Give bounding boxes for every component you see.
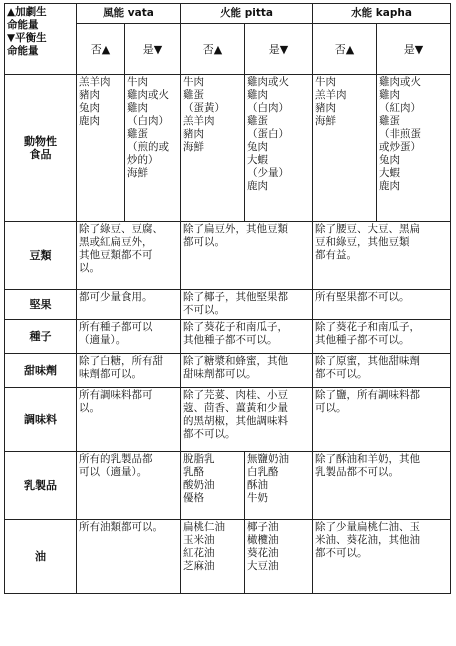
sub-vata-no: 否▲: [77, 24, 125, 75]
nuts-kapha: 所有堅果都不可以。: [313, 290, 451, 320]
animal-kapha-yes: 雞肉或火 雞肉 （紅肉） 雞蛋 （非煎蛋 或炒蛋） 兔肉 大蝦 鹿肉: [377, 75, 451, 222]
dosha-food-table: [4, 3, 451, 594]
spices-pitta: 除了芫荽、肉桂、小豆 蔻、茴香、薑黃和少量 的黑胡椒，其他調味料 都不可以。: [181, 388, 313, 452]
sweeteners-vata: 除了白糖，所有甜 味劑都可以。: [77, 354, 181, 388]
oil-pitta-a: 扁桃仁油 玉米油 紅花油 芝麻油: [181, 520, 245, 594]
dairy-pitta-a: 脫脂乳 乳酪 酸奶油 優格: [181, 452, 245, 520]
category-nuts: 堅果: [5, 290, 77, 320]
seeds-kapha: 除了葵花子和南瓜子， 其他種子都不可以。: [313, 320, 451, 354]
seeds-vata: 所有種子都可以 （適量）。: [77, 320, 181, 354]
spices-vata: 所有調味料都可 以。: [77, 388, 181, 452]
category-oil: 油: [5, 520, 77, 594]
category-animal: 動物性 食品: [5, 75, 77, 222]
beans-vata: 除了綠豆、豆腐、 黑或紅扁豆外， 其他豆類都不可 以。: [77, 222, 181, 290]
header-kapha: 水能 kapha: [313, 4, 451, 24]
seeds-pitta: 除了葵花子和南瓜子， 其他種子都不可以。: [181, 320, 313, 354]
beans-pitta: 除了扁豆外，其他豆類 都可以。: [181, 222, 313, 290]
animal-pitta-no: 牛肉 雞蛋 （蛋黃） 羔羊肉 豬肉 海鮮: [181, 75, 245, 222]
animal-vata-yes: 牛肉 雞肉或火 雞肉 （白肉） 雞蛋 （煎的或 炒的） 海鮮: [125, 75, 181, 222]
nuts-pitta: 除了椰子，其他堅果都 不可以。: [181, 290, 313, 320]
oil-vata: 所有油類都可以。: [77, 520, 181, 594]
header-pitta: 火能 pitta: [181, 4, 313, 24]
animal-pitta-yes: 雞肉或火 雞肉 （白肉） 雞蛋 （蛋白） 兔肉 大蝦 （少量） 鹿肉: [245, 75, 313, 222]
category-dairy: 乳製品: [5, 452, 77, 520]
header-vata: 風能 vata: [77, 4, 181, 24]
sub-vata-yes: 是▼: [125, 24, 181, 75]
dairy-pitta-b: 無鹽奶油 白乳酪 酥油 牛奶: [245, 452, 313, 520]
category-seeds: 種子: [5, 320, 77, 354]
sub-pitta-no: 否▲: [181, 24, 245, 75]
sub-kapha-yes: 是▼: [377, 24, 451, 75]
category-beans: 豆類: [5, 222, 77, 290]
beans-kapha: 除了腰豆、大豆、黑扁 豆和綠豆，其他豆類 都有益。: [313, 222, 451, 290]
category-sweeteners: 甜味劑: [5, 354, 77, 388]
spices-kapha: 除了鹽，所有調味料都 可以。: [313, 388, 451, 452]
oil-pitta-b: 椰子油 橄欖油 葵花油 大豆油: [245, 520, 313, 594]
sweeteners-kapha: 除了原蜜，其他甜味劑 都不可以。: [313, 354, 451, 388]
nuts-vata: 都可少量食用。: [77, 290, 181, 320]
dairy-vata: 所有的乳製品都 可以（適量）。: [77, 452, 181, 520]
legend-corner: ▲加劇生 命能量 ▼平衡生 命能量: [5, 4, 77, 75]
oil-kapha: 除了少量扁桃仁油、玉 米油、葵花油，其他油 都不可以。: [313, 520, 451, 594]
dairy-kapha: 除了酥油和羊奶，其他 乳製品都不可以。: [313, 452, 451, 520]
sub-kapha-no: 否▲: [313, 24, 377, 75]
sweeteners-pitta: 除了糖漿和蜂蜜，其他 甜味劑都可以。: [181, 354, 313, 388]
animal-kapha-no: 牛肉 羔羊肉 豬肉 海鮮: [313, 75, 377, 222]
animal-vata-no: 羔羊肉 豬肉 兔肉 鹿肉: [77, 75, 125, 222]
sub-pitta-yes: 是▼: [245, 24, 313, 75]
category-spices: 調味料: [5, 388, 77, 452]
